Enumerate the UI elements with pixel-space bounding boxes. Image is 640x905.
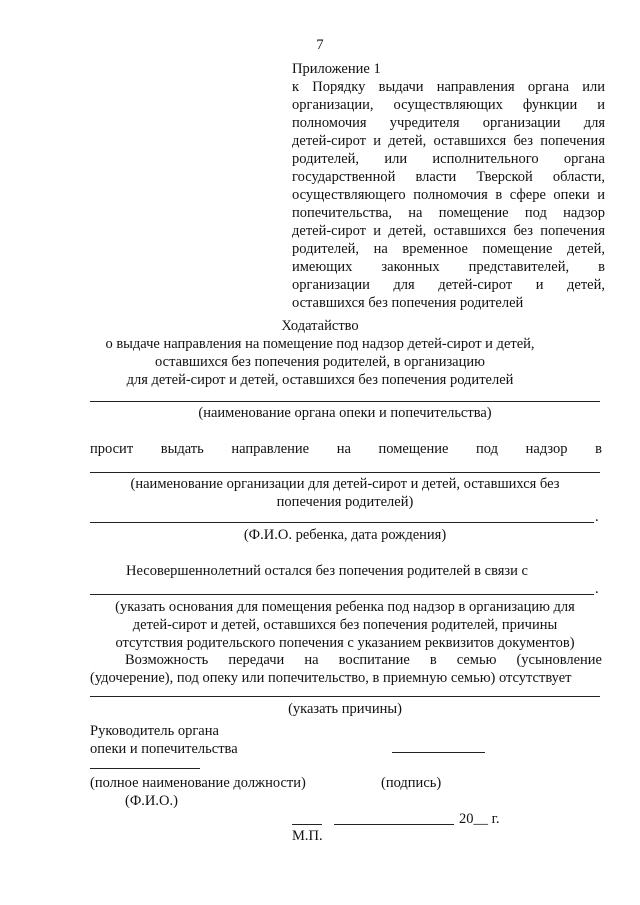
date-day-line[interactable] xyxy=(292,824,322,825)
signature-caption: (подпись) xyxy=(381,775,442,791)
appendix-text xyxy=(292,78,605,312)
form-title: Ходатайство xyxy=(281,318,359,334)
head-title-line: опеки и попечительства xyxy=(90,741,238,757)
stamp-label: М.П. xyxy=(292,828,323,844)
name-caption: (Ф.И.О.) xyxy=(125,793,178,809)
appendix-line: организации для детей-сирот и детей, xyxy=(292,277,605,293)
authority-name-line[interactable] xyxy=(90,401,600,402)
request-word: направление xyxy=(231,441,310,457)
minor-statement: Несовершеннолетний остался без попечения родителей в связи с xyxy=(126,563,528,579)
form-subtitle-line: о выдаче направления на помещение под надзор детей-сирот и детей, xyxy=(105,336,535,352)
appendix-title: Приложение 1 xyxy=(292,61,381,77)
head-title-line: Руководитель органа xyxy=(90,723,219,739)
authority-caption: (наименование органа опеки и попечительства) xyxy=(198,405,492,421)
appendix-line: полномочия учредителя организации для xyxy=(292,115,605,131)
organization-caption-line: попечения родителей) xyxy=(276,494,414,510)
request-word: надзор xyxy=(525,441,568,457)
position-line[interactable] xyxy=(90,768,200,769)
appendix-line: государственной власти Тверской области, xyxy=(292,169,605,185)
request-word: в xyxy=(595,441,602,457)
request-word: помещение xyxy=(378,441,449,457)
request-word: выдать xyxy=(160,441,204,457)
appendix-line: к Порядку выдачи направления органа или xyxy=(292,79,605,95)
reason-line[interactable] xyxy=(90,594,594,595)
child-name-line[interactable] xyxy=(90,522,594,523)
appendix-line: осуществляющего полномочия в сфере опеки и xyxy=(292,187,605,203)
reason-caption-line: (указать основания для помещения ребенка под надзор в организацию для xyxy=(115,599,575,615)
reason-caption-line: отсутствия родительского попечения с указанием реквизитов документов) xyxy=(115,635,575,651)
reasons-line[interactable] xyxy=(90,696,600,697)
organization-name-line[interactable] xyxy=(90,472,600,473)
signature-line[interactable] xyxy=(392,752,485,753)
appendix-line: родителей, на временное помещение детей, xyxy=(292,241,605,257)
appendix-line: оставшихся без попечения родителей xyxy=(292,295,524,311)
organization-caption-line: (наименование организации для детей-сирот и детей, оставшихся без xyxy=(130,476,560,492)
appendix-line: родителей, или исполнительного органа xyxy=(292,151,605,167)
appendix-line: попечительства, на помещение под надзор xyxy=(292,205,605,221)
appendix-line: детей-сирот и детей, оставшихся без попечения xyxy=(292,133,605,149)
page-number: 7 xyxy=(316,37,324,53)
date-month-line[interactable] xyxy=(334,824,454,825)
family-statement-line: (удочерение), под опеку или попечительство, в приемную семью) отсутствует xyxy=(90,670,572,686)
reason-caption-line: детей-сирот и детей, оставшихся без попечения родителей, причины xyxy=(132,617,558,633)
line-end-dot: . xyxy=(595,581,599,597)
reasons-caption: (указать причины) xyxy=(288,701,402,717)
form-subtitle-line: для детей-сирот и детей, оставшихся без попечения родителей xyxy=(126,372,514,388)
child-caption: (Ф.И.О. ребенка, дата рождения) xyxy=(243,527,447,543)
position-caption: (полное наименование должности) xyxy=(90,775,306,791)
request-line xyxy=(90,440,602,458)
line-end-dot: . xyxy=(595,509,599,525)
family-statement-line: Возможность передачи на воспитание в семью (усыновление xyxy=(125,652,602,668)
request-word: на xyxy=(336,441,351,457)
appendix-line: детей-сирот и детей, оставшихся без попечения xyxy=(292,223,605,239)
form-subtitle-line: оставшихся без попечения родителей, в организацию xyxy=(155,354,485,370)
date-year: 20__ г. xyxy=(459,811,500,827)
request-word: просит xyxy=(90,441,134,457)
appendix-line: организации, осуществляющих функции и xyxy=(292,97,605,113)
request-word: под xyxy=(476,441,499,457)
appendix-line: имеющих законных представителей, в xyxy=(292,259,605,275)
